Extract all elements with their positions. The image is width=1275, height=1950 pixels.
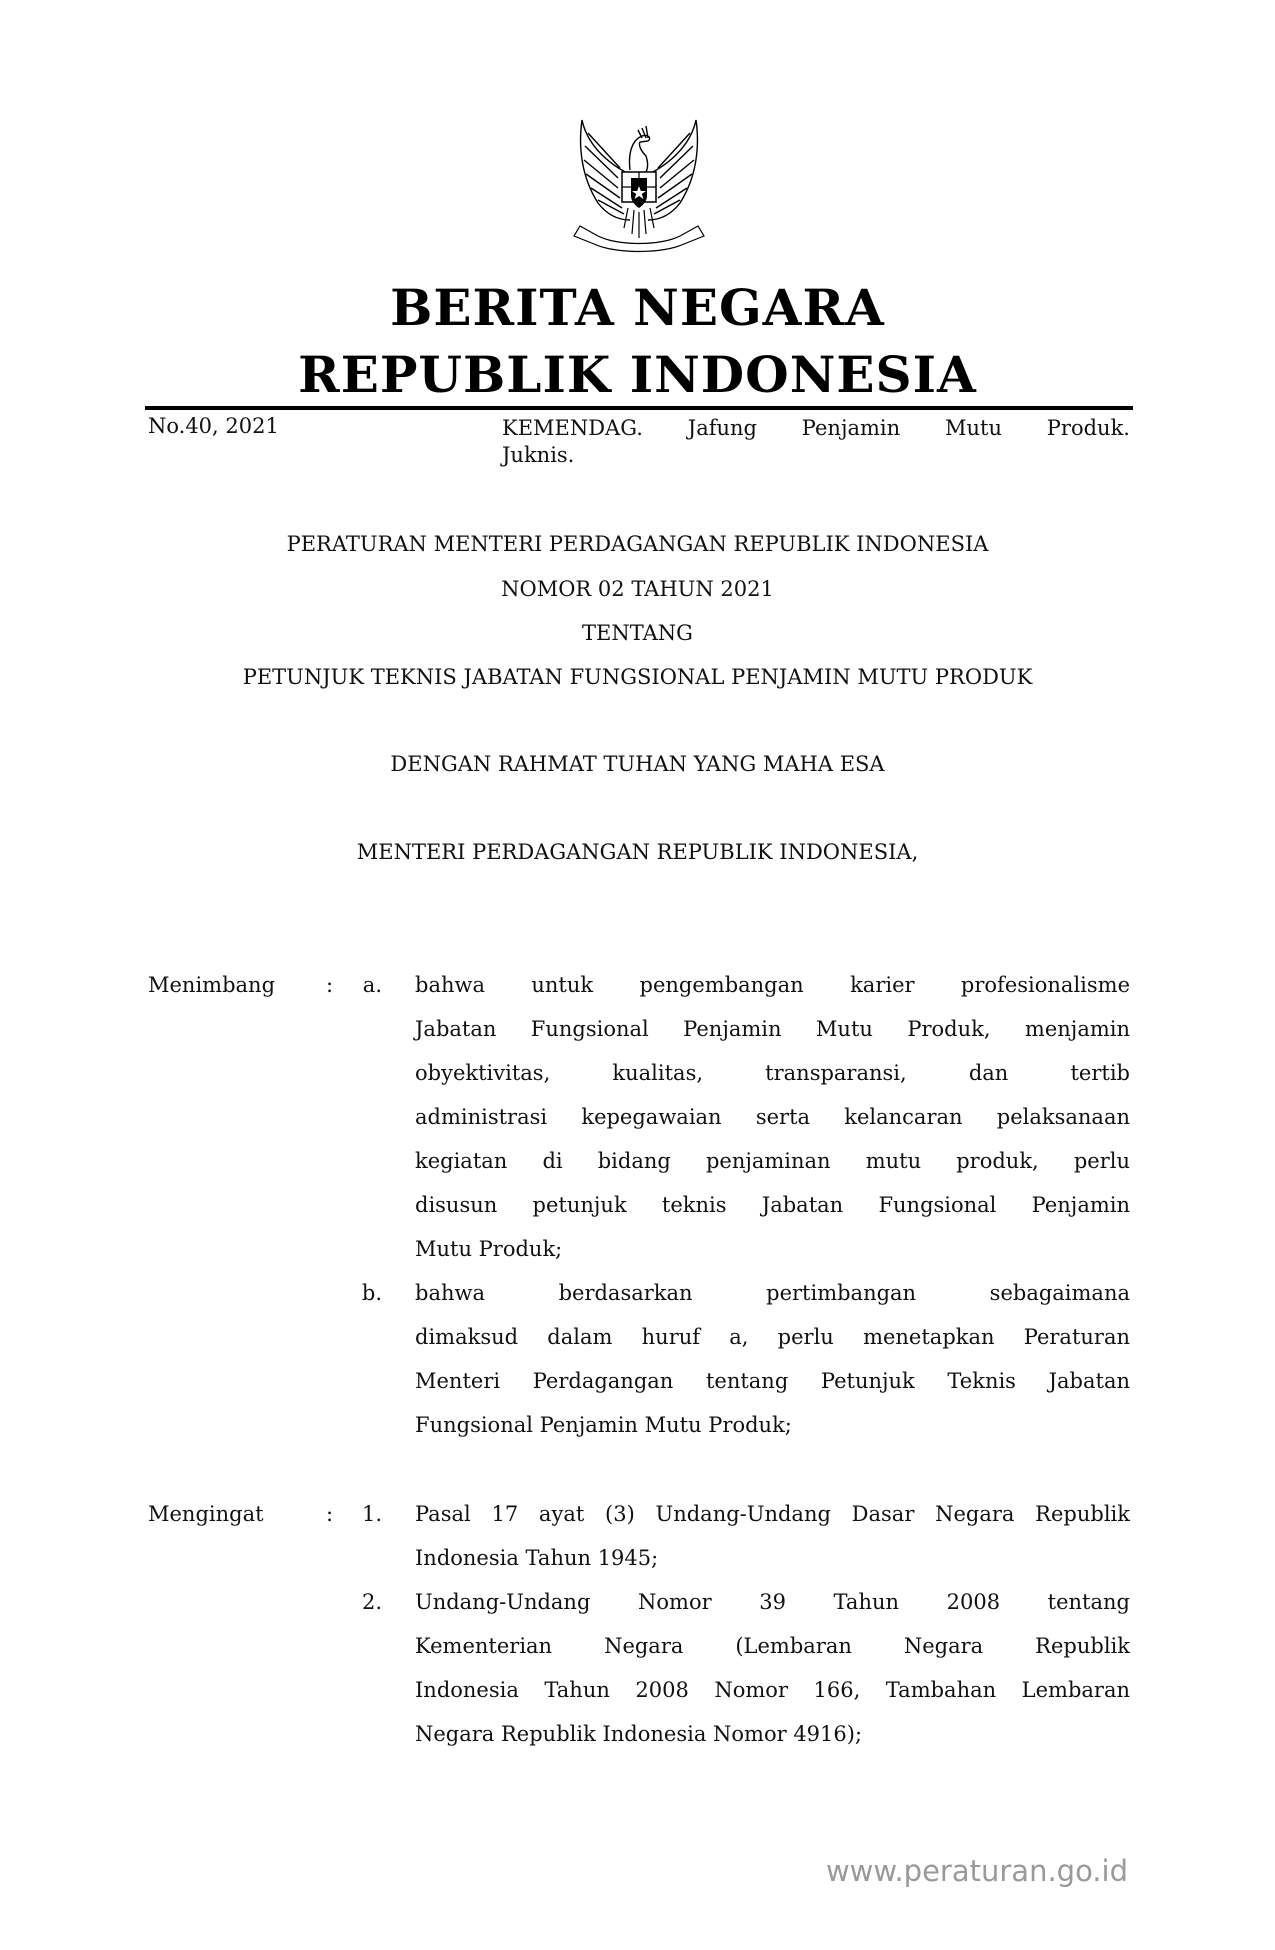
mengingat-marker-1: 1.: [361, 1502, 382, 1526]
text-line: kegiatan di bidang penjaminan mutu produk, perlu: [415, 1149, 1130, 1173]
text-line: Indonesia Tahun 2008 Nomor 166, Tambahan Lembaran: [415, 1678, 1130, 1702]
source-watermark-link[interactable]: www.peraturan.go.id: [825, 1854, 1128, 1888]
mengingat-label: Mengingat: [148, 1502, 264, 1526]
text-line: administrasi kepegawaian serta kelancaran pelaksanaan: [415, 1105, 1130, 1129]
gazette-number: No.40, 2021: [148, 414, 279, 438]
text-line: Fungsional Penjamin Mutu Produk;: [415, 1413, 792, 1437]
gazette-title-line2: REPUBLIK INDONESIA: [298, 345, 977, 404]
menimbang-item-b: [415, 1271, 1130, 1447]
regulation-about: TENTANG: [582, 621, 693, 645]
text-line: obyektivitas, kualitas, transparansi, dan tertib: [415, 1061, 1130, 1085]
text-line: Kementerian Negara (Lembaran Negara Republik: [415, 1634, 1130, 1658]
header-divider: [145, 406, 1133, 410]
mengingat-colon: :: [326, 1502, 334, 1526]
menimbang-marker-b: b.: [361, 1281, 382, 1305]
text-line: Indonesia Tahun 1945;: [415, 1546, 659, 1570]
mengingat-marker-2: 2.: [361, 1590, 382, 1614]
menimbang-item-a: [415, 963, 1130, 1271]
text-line: Pasal 17 ayat (3) Undang-Undang Dasar Negara Republik: [415, 1502, 1130, 1526]
invocation: DENGAN RAHMAT TUHAN YANG MAHA ESA: [390, 752, 885, 776]
text-line: Undang-Undang Nomor 39 Tahun 2008 tentang: [415, 1590, 1130, 1614]
text-line: Jabatan Fungsional Penjamin Mutu Produk, menjamin: [415, 1017, 1130, 1041]
gazette-title-line1: BERITA NEGARA: [390, 278, 885, 337]
regulation-title: PERATURAN MENTERI PERDAGANGAN REPUBLIK INDONESIA: [286, 532, 989, 556]
text-line: Menteri Perdagangan tentang Petunjuk Teknis Jabatan: [415, 1369, 1130, 1393]
menimbang-marker-a: a.: [362, 973, 382, 997]
text-line: dimaksud dalam huruf a, perlu menetapkan Peraturan: [415, 1325, 1130, 1349]
mengingat-item-1: [415, 1492, 1130, 1580]
regulation-subject: PETUNJUK TEKNIS JABATAN FUNGSIONAL PENJAMIN MUTU PRODUK: [242, 665, 1033, 689]
text-line: bahwa berdasarkan pertimbangan sebagaimana: [415, 1281, 1130, 1305]
text-line: bahwa untuk pengembangan karier profesionalisme: [415, 973, 1130, 997]
regulation-number: NOMOR 02 TAHUN 2021: [501, 577, 774, 601]
gazette-subject-line1: KEMENDAG. Jafung Penjamin Mutu Produk.: [502, 416, 1130, 440]
menimbang-label: Menimbang: [148, 973, 276, 997]
garuda-pancasila-emblem-icon: [558, 108, 720, 258]
text-line: Negara Republik Indonesia Nomor 4916);: [415, 1722, 863, 1746]
mengingat-item-2: [415, 1580, 1130, 1756]
text-line: Mutu Produk;: [415, 1237, 563, 1261]
text-line: disusun petunjuk teknis Jabatan Fungsional Penjamin: [415, 1193, 1130, 1217]
gazette-subject-line2: Juknis.: [502, 443, 575, 467]
issuer: MENTERI PERDAGANGAN REPUBLIK INDONESIA,: [356, 840, 919, 864]
menimbang-colon: :: [326, 973, 334, 997]
